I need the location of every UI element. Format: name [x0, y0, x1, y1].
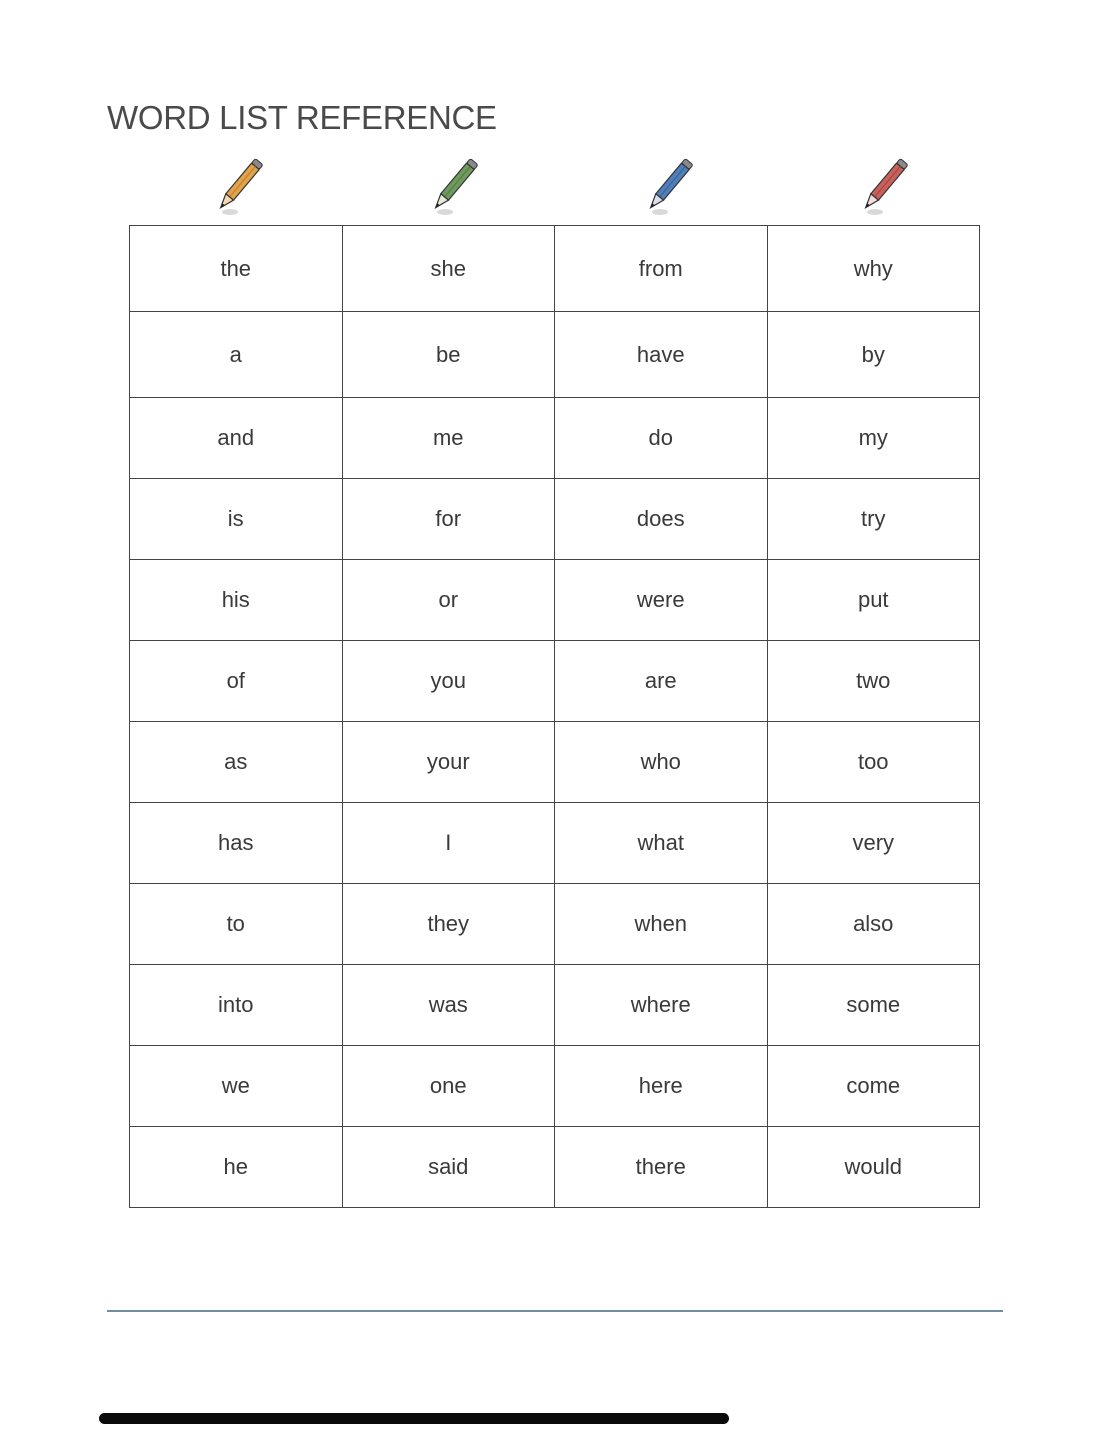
- word-cell: when: [555, 884, 768, 965]
- word-cell: or: [342, 560, 555, 641]
- word-cell: why: [767, 226, 980, 312]
- word-cell: one: [342, 1046, 555, 1127]
- word-cell: you: [342, 641, 555, 722]
- word-cell: me: [342, 398, 555, 479]
- table-row: [130, 722, 980, 803]
- word-cell: they: [342, 884, 555, 965]
- table-row: [130, 1127, 980, 1208]
- word-cell: be: [342, 312, 555, 398]
- word-cell: do: [555, 398, 768, 479]
- word-cell: of: [130, 641, 343, 722]
- table-row: [130, 312, 980, 398]
- word-cell: has: [130, 803, 343, 884]
- word-cell: to: [130, 884, 343, 965]
- table-row: [130, 803, 980, 884]
- home-indicator-bar[interactable]: [99, 1413, 729, 1424]
- word-cell: and: [130, 398, 343, 479]
- word-cell: as: [130, 722, 343, 803]
- word-cell: we: [130, 1046, 343, 1127]
- pencil-icon-yellow: [208, 152, 268, 222]
- word-cell: your: [342, 722, 555, 803]
- word-cell: here: [555, 1046, 768, 1127]
- table-row: [130, 398, 980, 479]
- word-cell: were: [555, 560, 768, 641]
- pencil-icon-blue: [638, 152, 698, 222]
- word-cell: also: [767, 884, 980, 965]
- word-cell: there: [555, 1127, 768, 1208]
- word-cell: put: [767, 560, 980, 641]
- word-cell: by: [767, 312, 980, 398]
- word-cell: into: [130, 965, 343, 1046]
- pencil-icon-red: [853, 152, 913, 222]
- word-cell: his: [130, 560, 343, 641]
- word-cell: try: [767, 479, 980, 560]
- word-cell: two: [767, 641, 980, 722]
- word-cell: said: [342, 1127, 555, 1208]
- word-cell: for: [342, 479, 555, 560]
- table-row: [130, 965, 980, 1046]
- table-row: [130, 884, 980, 965]
- word-cell: my: [767, 398, 980, 479]
- pencil-icon-green: [423, 152, 483, 222]
- word-cell: where: [555, 965, 768, 1046]
- word-cell: she: [342, 226, 555, 312]
- table-row: [130, 226, 980, 312]
- table-row: [130, 560, 980, 641]
- word-cell: the: [130, 226, 343, 312]
- word-cell: too: [767, 722, 980, 803]
- table-row: [130, 641, 980, 722]
- word-cell: very: [767, 803, 980, 884]
- word-cell: are: [555, 641, 768, 722]
- table-row: [130, 1046, 980, 1127]
- table-row: [130, 479, 980, 560]
- word-cell: would: [767, 1127, 980, 1208]
- word-cell: come: [767, 1046, 980, 1127]
- word-cell: what: [555, 803, 768, 884]
- pencil-row: [130, 152, 980, 224]
- word-cell: does: [555, 479, 768, 560]
- word-cell: who: [555, 722, 768, 803]
- word-cell: a: [130, 312, 343, 398]
- page-title: WORD LIST REFERENCE: [107, 99, 497, 136]
- word-cell: I: [342, 803, 555, 884]
- word-cell: is: [130, 479, 343, 560]
- word-cell: some: [767, 965, 980, 1046]
- word-cell: he: [130, 1127, 343, 1208]
- word-cell: from: [555, 226, 768, 312]
- divider-line: [107, 1310, 1003, 1312]
- word-cell: was: [342, 965, 555, 1046]
- word-list-table: [129, 225, 980, 1208]
- word-cell: have: [555, 312, 768, 398]
